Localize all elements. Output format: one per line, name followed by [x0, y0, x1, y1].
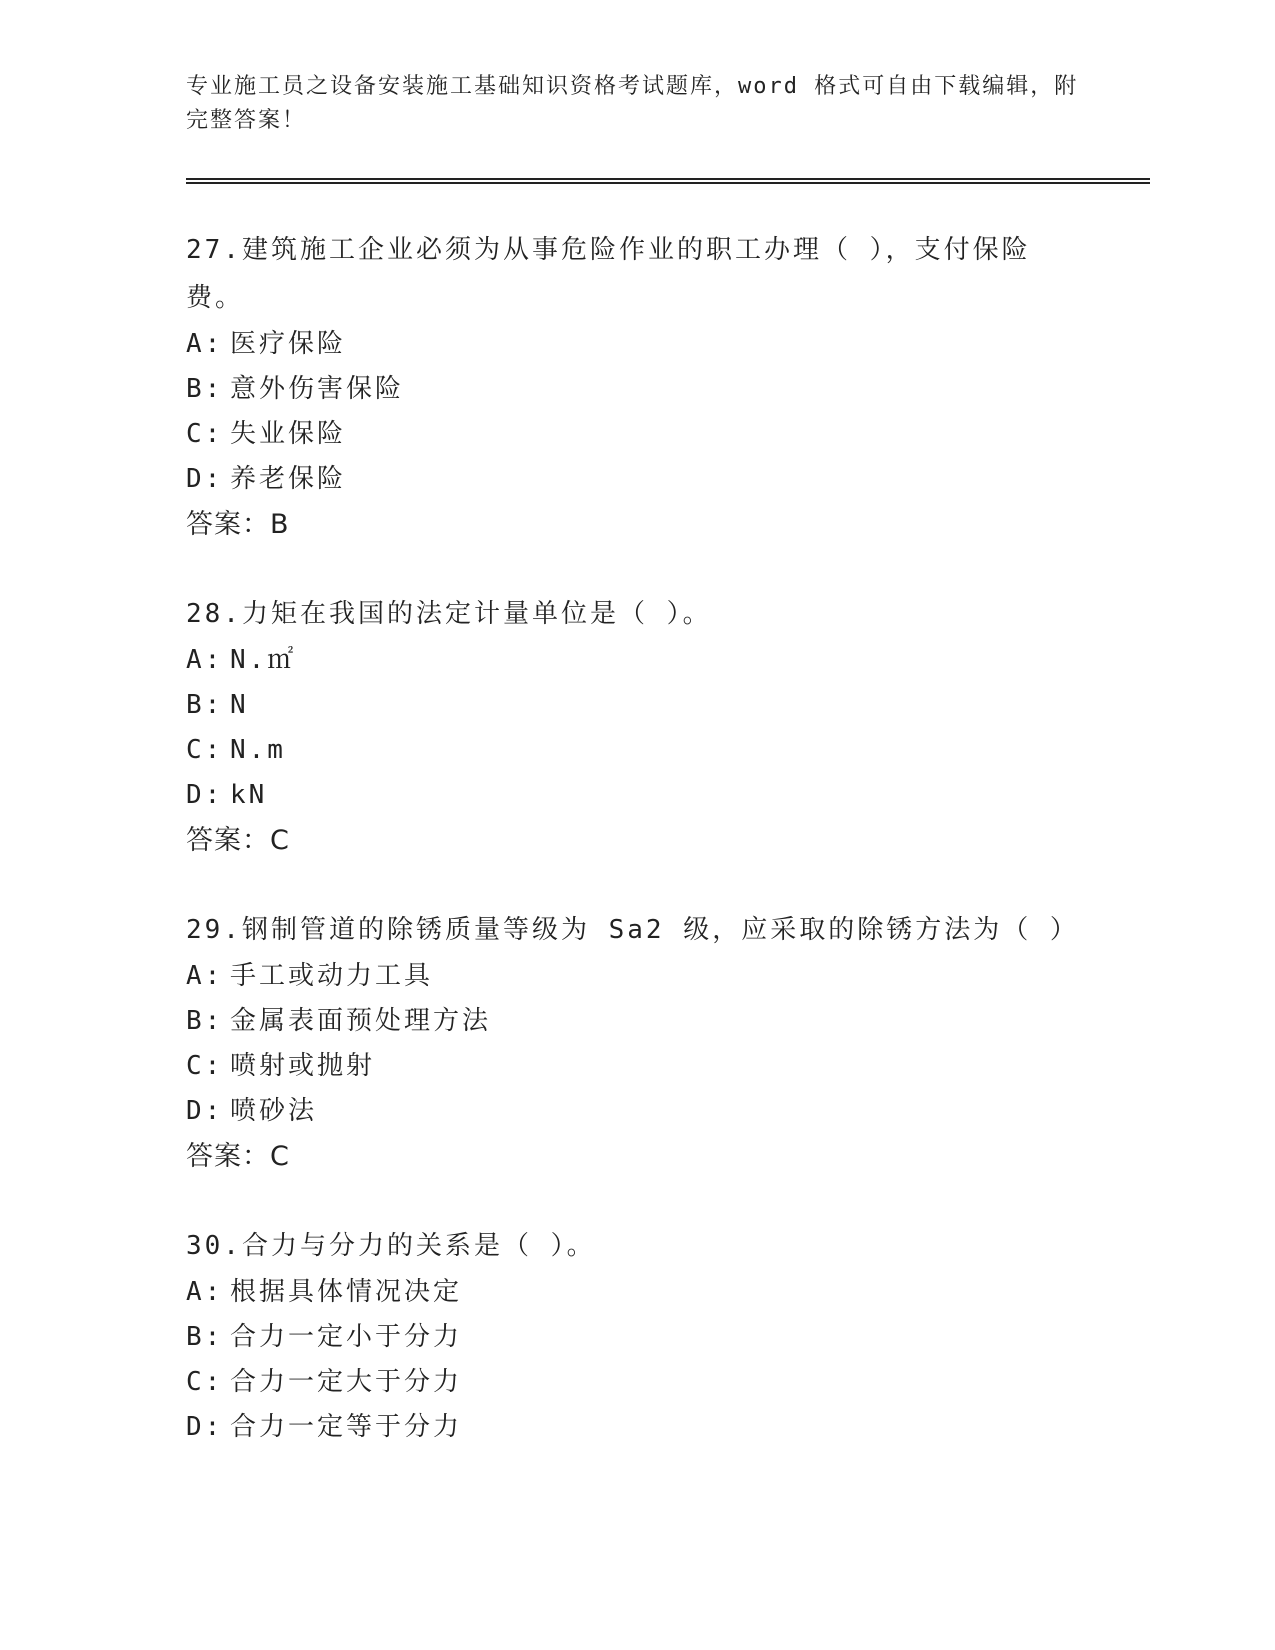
option-text: N.m	[230, 735, 286, 765]
document-header: 专业施工员之设备安装施工基础知识资格考试题库，word 格式可自由下载编辑，附完整答案！	[186, 74, 1079, 133]
option-c	[186, 412, 1150, 457]
option-text: N	[230, 690, 249, 720]
option-label: A:	[186, 329, 224, 359]
option-label: A:	[186, 645, 224, 675]
option-label: B:	[186, 690, 224, 720]
option-a	[186, 322, 1150, 367]
question-text: 29.钢制管道的除锈质量等级为 Sa2 级，应采取的除锈方法为（ ）	[186, 915, 1079, 945]
option-c	[186, 728, 1150, 773]
question-28	[186, 590, 1150, 864]
option-text: 金属表面预处理方法	[230, 1006, 492, 1036]
option-text: 意外伤害保险	[230, 374, 405, 404]
option-d	[186, 773, 1150, 818]
question-text: 27.建筑施工企业必须为从事危险作业的职工办理（ ），支付保险费。	[186, 235, 1031, 313]
option-d	[186, 457, 1150, 502]
option-d	[186, 1089, 1150, 1134]
question-30	[186, 1222, 1150, 1450]
option-text: 合力一定小于分力	[230, 1322, 463, 1352]
answer-text: 答案：C	[186, 1141, 290, 1172]
option-label: D:	[186, 464, 224, 494]
question-text: 30.合力与分力的关系是（ ）。	[186, 1231, 596, 1261]
option-label: C:	[186, 1051, 224, 1081]
option-c	[186, 1044, 1150, 1089]
option-label: D:	[186, 780, 224, 810]
option-label: C:	[186, 419, 224, 449]
option-label: A:	[186, 1277, 224, 1307]
option-label: A:	[186, 961, 224, 991]
option-text: 合力一定大于分力	[230, 1367, 463, 1397]
option-text: 根据具体情况决定	[230, 1277, 463, 1307]
option-text: 喷射或抛射	[230, 1051, 376, 1081]
option-b	[186, 999, 1150, 1044]
option-text: 医疗保险	[230, 329, 347, 359]
option-label: D:	[186, 1412, 224, 1442]
option-label: D:	[186, 1096, 224, 1126]
question-text: 28.力矩在我国的法定计量单位是（ ）。	[186, 599, 712, 629]
answer-text: 答案：C	[186, 825, 290, 856]
option-c	[186, 1360, 1150, 1405]
question-list	[186, 226, 1150, 1492]
option-label: C:	[186, 735, 224, 765]
option-a	[186, 1270, 1150, 1315]
option-b	[186, 1315, 1150, 1360]
option-text: N.㎡	[230, 645, 297, 675]
option-text: 合力一定等于分力	[230, 1412, 463, 1442]
question-29	[186, 906, 1150, 1180]
option-label: B:	[186, 1322, 224, 1352]
option-text: 手工或动力工具	[230, 961, 434, 991]
option-text: 失业保险	[230, 419, 347, 449]
option-text: 喷砂法	[230, 1096, 318, 1126]
question-27	[186, 226, 1150, 548]
option-d	[186, 1405, 1150, 1450]
option-label: B:	[186, 1006, 224, 1036]
option-label: C:	[186, 1367, 224, 1397]
option-b	[186, 367, 1150, 412]
answer-text: 答案：B	[186, 509, 290, 540]
option-label: B:	[186, 374, 224, 404]
option-a	[186, 638, 1150, 683]
option-text: 养老保险	[230, 464, 347, 494]
option-a	[186, 954, 1150, 999]
option-text: kN	[230, 780, 268, 810]
header-divider	[186, 178, 1150, 184]
option-b	[186, 683, 1150, 728]
